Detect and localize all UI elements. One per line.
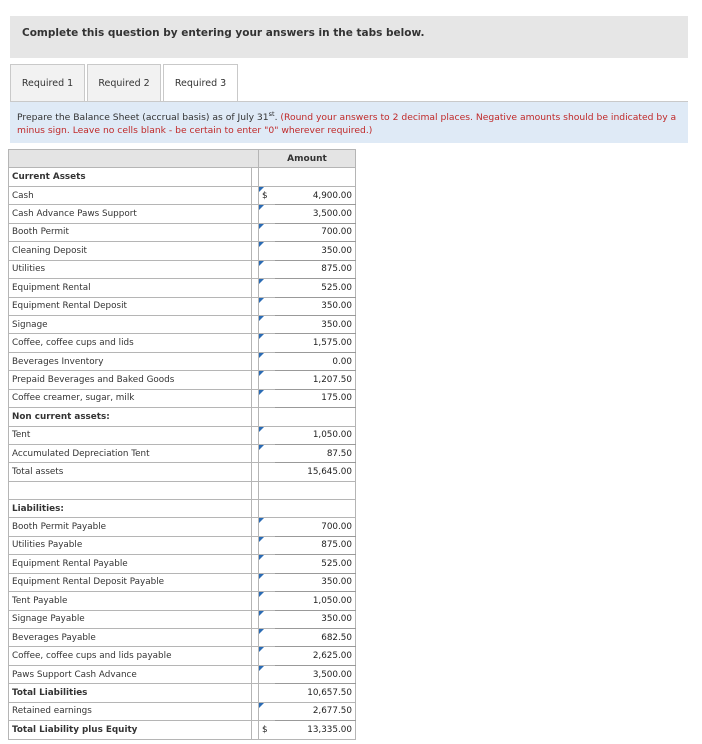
currency-symbol[interactable] xyxy=(259,205,275,223)
row-label: Retained earnings xyxy=(9,702,252,720)
amount-value: 10,657.50 xyxy=(275,684,356,702)
row-label: Liabilities: xyxy=(9,499,252,517)
row-label xyxy=(9,481,252,499)
table-row xyxy=(9,592,356,610)
currency-symbol[interactable] xyxy=(259,555,275,573)
row-label: Utilities xyxy=(9,260,252,278)
currency-symbol[interactable] xyxy=(259,536,275,554)
table-row xyxy=(9,334,356,352)
currency-symbol[interactable] xyxy=(259,352,275,370)
table-row xyxy=(9,352,356,370)
amount-column-header: Amount xyxy=(259,150,356,168)
table-row xyxy=(9,242,356,260)
currency-symbol[interactable] xyxy=(259,279,275,297)
table-row xyxy=(9,573,356,591)
table-row xyxy=(9,555,356,573)
currency-symbol[interactable] xyxy=(259,223,275,241)
amount-input[interactable]: 350.00 xyxy=(275,242,356,260)
currency-symbol[interactable] xyxy=(259,242,275,260)
row-label: Current Assets xyxy=(9,168,252,186)
currency-symbol xyxy=(259,684,275,702)
row-label: Coffee, coffee cups and lids xyxy=(9,334,252,352)
table-row xyxy=(9,665,356,683)
amount-input[interactable]: 1,050.00 xyxy=(275,426,356,444)
amount-input[interactable]: 875.00 xyxy=(275,536,356,554)
tab-required-2[interactable]: Required 2 xyxy=(87,64,161,102)
row-label: Total Liability plus Equity xyxy=(9,721,252,739)
row-label: Beverages Inventory xyxy=(9,352,252,370)
tab-required-1[interactable]: Required 1 xyxy=(10,64,85,102)
question-header xyxy=(10,16,688,58)
amount-input[interactable]: 525.00 xyxy=(275,279,356,297)
currency-symbol xyxy=(259,463,275,481)
amount-input[interactable]: 4,900.00 xyxy=(275,186,356,204)
amount-input[interactable]: 350.00 xyxy=(275,315,356,333)
row-label: Cleaning Deposit xyxy=(9,242,252,260)
row-label: Beverages Payable xyxy=(9,628,252,646)
row-label: Booth Permit xyxy=(9,223,252,241)
amount-input[interactable]: 875.00 xyxy=(275,260,356,278)
amount-input[interactable]: 3,500.00 xyxy=(275,665,356,683)
amount-input[interactable]: 2,677.50 xyxy=(275,702,356,720)
table-row xyxy=(9,315,356,333)
currency-symbol[interactable] xyxy=(259,297,275,315)
currency-symbol[interactable] xyxy=(259,647,275,665)
currency-symbol[interactable] xyxy=(259,315,275,333)
table-row xyxy=(9,684,356,702)
row-label: Equipment Rental xyxy=(9,279,252,297)
table-row xyxy=(9,279,356,297)
row-label: Signage Payable xyxy=(9,610,252,628)
label-column-header xyxy=(9,150,252,168)
row-label: Utilities Payable xyxy=(9,536,252,554)
row-label: Total Liabilities xyxy=(9,684,252,702)
currency-symbol[interactable] xyxy=(259,389,275,407)
table-row xyxy=(9,445,356,463)
currency-symbol xyxy=(259,499,275,517)
instruction-text: Prepare the Balance Sheet (accrual basis) as of July 31 xyxy=(17,112,269,124)
table-row xyxy=(9,518,356,536)
table-row xyxy=(9,536,356,554)
amount-value xyxy=(275,499,356,517)
header-text: Complete this question by entering your answers in the tabs below. xyxy=(22,27,425,39)
table-row xyxy=(9,389,356,407)
table-row xyxy=(9,702,356,720)
table-row xyxy=(9,463,356,481)
table-row xyxy=(9,721,356,739)
instruction-superscript: st xyxy=(268,110,275,118)
row-label: Paws Support Cash Advance xyxy=(9,665,252,683)
table-row xyxy=(9,408,356,426)
amount-input[interactable]: 350.00 xyxy=(275,573,356,591)
instruction-text-end: . xyxy=(274,112,278,124)
row-label: Equipment Rental Payable xyxy=(9,555,252,573)
currency-symbol[interactable] xyxy=(259,628,275,646)
currency-symbol[interactable] xyxy=(259,610,275,628)
currency-symbol xyxy=(259,481,275,499)
tab-bar xyxy=(10,64,688,102)
balance-sheet-table xyxy=(8,149,356,740)
table-row xyxy=(9,260,356,278)
amount-input[interactable]: 700.00 xyxy=(275,518,356,536)
currency-symbol[interactable] xyxy=(259,334,275,352)
currency-symbol[interactable] xyxy=(259,518,275,536)
currency-symbol[interactable]: $ xyxy=(259,186,275,204)
currency-symbol[interactable] xyxy=(259,260,275,278)
row-label: Total assets xyxy=(9,463,252,481)
currency-symbol[interactable] xyxy=(259,573,275,591)
amount-value xyxy=(275,481,356,499)
amount-input[interactable]: 87.50 xyxy=(275,445,356,463)
row-label: Prepaid Beverages and Baked Goods xyxy=(9,371,252,389)
table-row xyxy=(9,186,356,204)
table-row xyxy=(9,426,356,444)
table-row xyxy=(9,223,356,241)
row-label: Accumulated Depreciation Tent xyxy=(9,445,252,463)
row-label: Tent xyxy=(9,426,252,444)
row-label: Tent Payable xyxy=(9,592,252,610)
table-row xyxy=(9,647,356,665)
table-row xyxy=(9,499,356,517)
currency-symbol[interactable] xyxy=(259,702,275,720)
currency-symbol[interactable] xyxy=(259,592,275,610)
amount-input[interactable]: 3,500.00 xyxy=(275,205,356,223)
currency-symbol[interactable] xyxy=(259,665,275,683)
row-label: Equipment Rental Deposit xyxy=(9,297,252,315)
currency-symbol[interactable] xyxy=(259,426,275,444)
row-label: Booth Permit Payable xyxy=(9,518,252,536)
row-label: Coffee, coffee cups and lids payable xyxy=(9,647,252,665)
row-label: Non current assets: xyxy=(9,408,252,426)
amount-input[interactable]: 0.00 xyxy=(275,352,356,370)
spacer-row xyxy=(9,481,356,499)
amount-value: 15,645.00 xyxy=(275,463,356,481)
currency-symbol xyxy=(259,168,275,186)
amount-value: 13,335.00 xyxy=(275,721,356,739)
amount-input[interactable]: 175.00 xyxy=(275,389,356,407)
amount-input[interactable]: 682.50 xyxy=(275,628,356,646)
row-label: Signage xyxy=(9,315,252,333)
instructions xyxy=(10,102,688,143)
row-label: Cash xyxy=(9,186,252,204)
row-label: Cash Advance Paws Support xyxy=(9,205,252,223)
table-row xyxy=(9,297,356,315)
tab-required-3[interactable]: Required 3 xyxy=(163,64,238,103)
amount-input[interactable]: 350.00 xyxy=(275,610,356,628)
currency-symbol[interactable] xyxy=(259,445,275,463)
amount-value xyxy=(275,408,356,426)
amount-input[interactable]: 1,207.50 xyxy=(275,371,356,389)
table-row xyxy=(9,610,356,628)
table-row xyxy=(9,205,356,223)
amount-input[interactable]: 1,050.00 xyxy=(275,592,356,610)
amount-input[interactable]: 700.00 xyxy=(275,223,356,241)
amount-input[interactable]: 525.00 xyxy=(275,555,356,573)
amount-input[interactable]: 350.00 xyxy=(275,297,356,315)
instruction-note: (Round your answers to 2 decimal places. Negative amounts should be indicated by a minus sign. Leave no cells blank - be certain to enter "0" wherever required.) xyxy=(17,112,677,137)
row-label: Equipment Rental Deposit Payable xyxy=(9,573,252,591)
table-row xyxy=(9,371,356,389)
amount-value xyxy=(275,168,356,186)
table-header-row xyxy=(9,150,356,168)
currency-symbol xyxy=(259,408,275,426)
table-row xyxy=(9,628,356,646)
row-label: Coffee creamer, sugar, milk xyxy=(9,389,252,407)
amount-input[interactable]: 1,575.00 xyxy=(275,334,356,352)
amount-input[interactable]: 2,625.00 xyxy=(275,647,356,665)
currency-symbol: $ xyxy=(259,721,275,739)
currency-symbol[interactable] xyxy=(259,371,275,389)
table-row xyxy=(9,168,356,186)
